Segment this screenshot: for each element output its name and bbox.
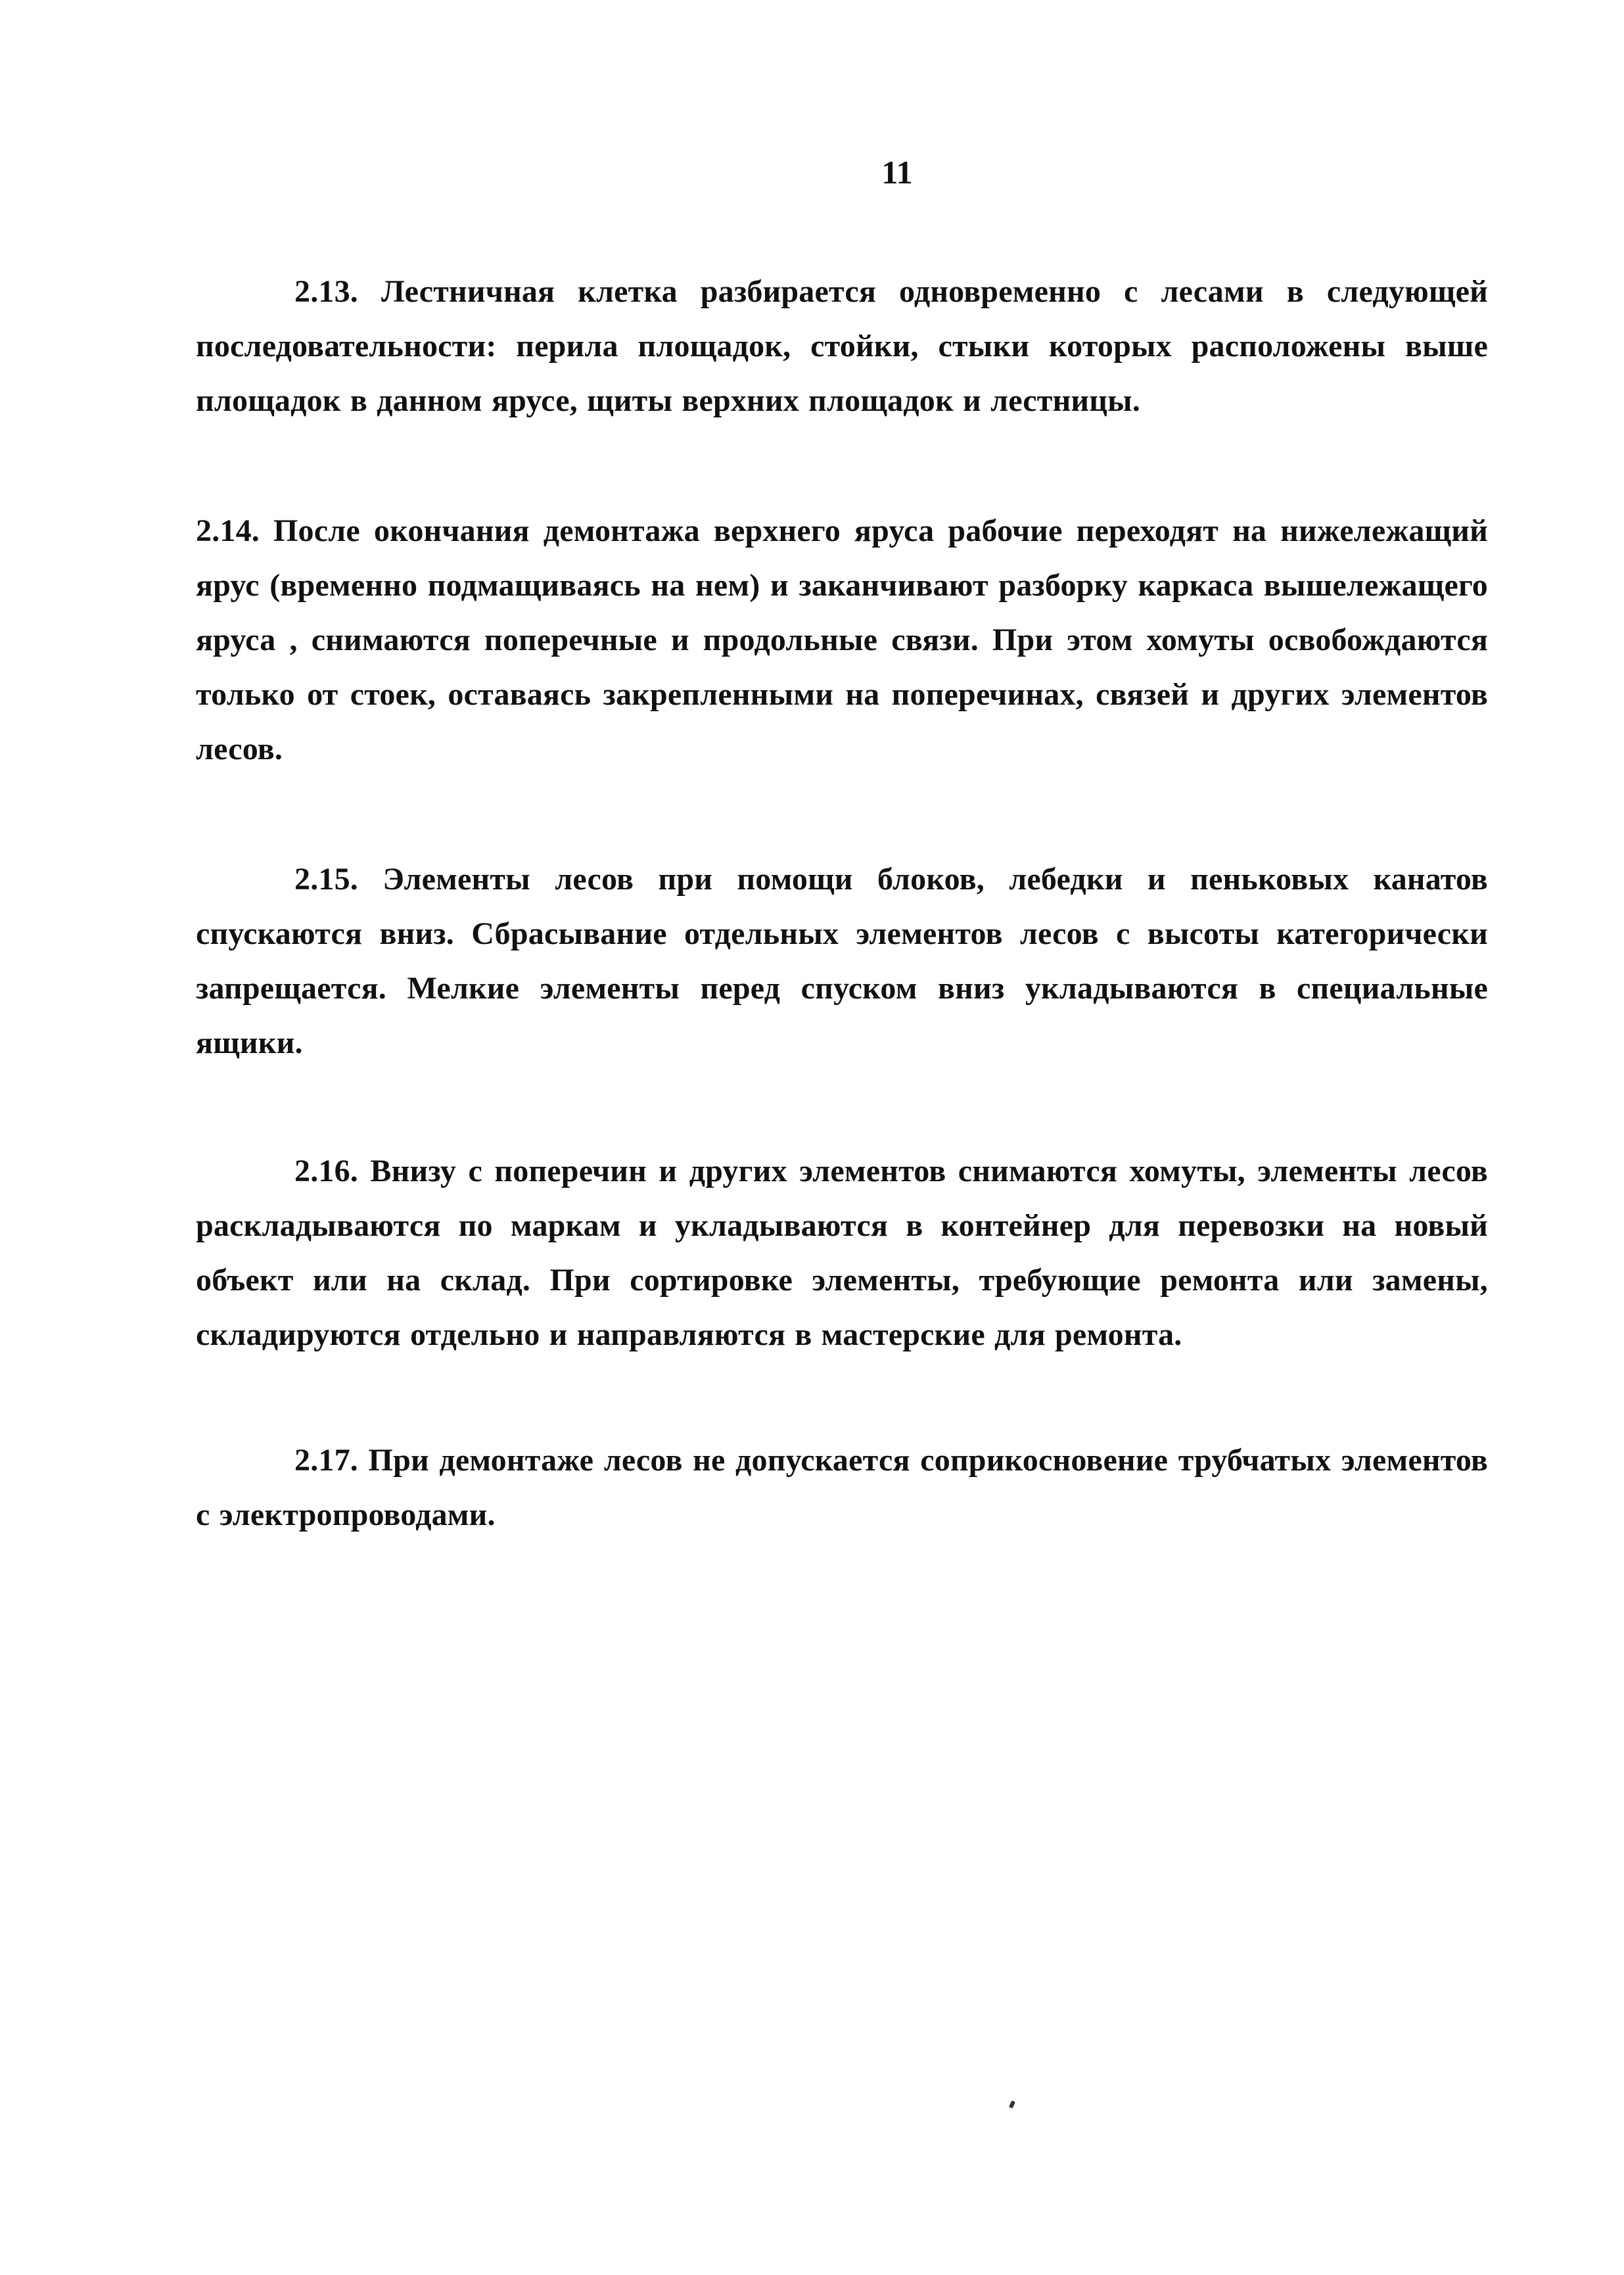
page-number: 11: [881, 154, 913, 191]
paragraph-2-15: 2.15. Элементы лесов при помощи блоков, лебедки и пеньковых канатов спускаются вниз. Сбрасывание отдельных элементов лесов с высоты категорически запрещается. Мелкие элементы перед спуском вниз укладываются в специальные ящики.: [196, 862, 1488, 1060]
paragraph-2-13: 2.13. Лестничная клетка разбирается одновременно с лесами в следующей последовательности: перила площадок, стойки, стыки которых расположены выше площадок в данном ярусе, щиты верхних площадок и лестницы.: [196, 274, 1488, 418]
paragraph-2-14: 2.14. После окончания демонтажа верхнего яруса рабочие переходят на нижележащий ярус (временно подмащиваясь на нем) и заканчивают разборку каркаса вышележащего яруса , снимаются поперечные и продольные связи. При этом хомуты освобождаются только от стоек, оставаясь закрепленными на поперечинах, связей и других элементов лесов.: [196, 513, 1488, 766]
document-body: [196, 264, 1488, 1542]
paragraph-2-17: 2.17. При демонтаже лесов не допускается соприкосновение трубчатых элементов с электропроводами.: [196, 1443, 1488, 1532]
paragraph-2-16: 2.16. Внизу с поперечин и других элементов снимаются хомуты, элементы лесов раскладываются по маркам и укладываются в контейнер для перевозки на новый объект или на склад. При сортировке элементы, требующие ремонта или замены, складируются отдельно и направляются в мастерские для ремонта.: [196, 1154, 1488, 1352]
scan-speck: [1009, 2100, 1015, 2109]
